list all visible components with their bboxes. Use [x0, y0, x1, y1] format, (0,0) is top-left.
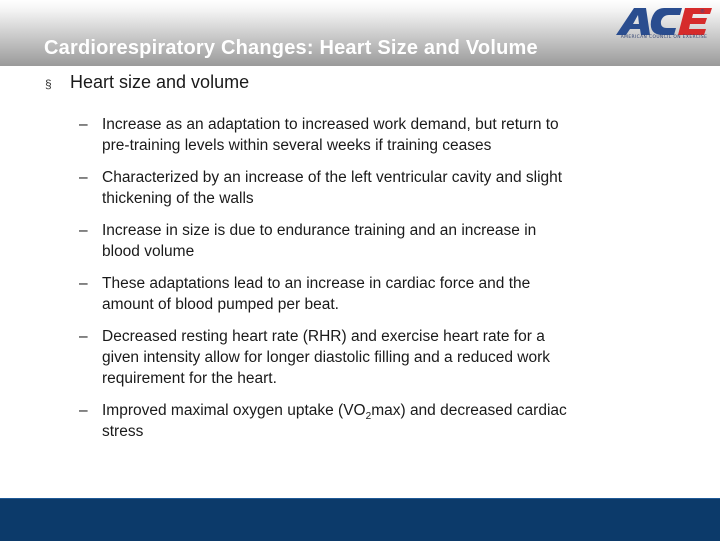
slide-content — [45, 72, 605, 453]
slide-title: Cardiorespiratory Changes: Heart Size and Volume — [44, 37, 538, 59]
dash-marker: – — [79, 222, 88, 239]
sub-bullet-text — [102, 400, 572, 442]
sub-bullet-item — [79, 167, 605, 209]
sub-bullet-item — [79, 220, 605, 262]
slide-footer-bar — [0, 498, 720, 541]
svg-text:®: ® — [700, 9, 705, 15]
sub-bullet-list — [45, 114, 605, 442]
sub-bullet-item — [79, 400, 605, 442]
sub-bullet-text: Decreased resting heart rate (RHR) and exercise heart rate for a given intensity allow for longer diastolic filling and a reduced work requirement for the heart. — [102, 328, 551, 387]
dash-marker: – — [79, 116, 88, 133]
sub-bullet-text: Increase as an adaptation to increased work demand, but return to pre-training levels within several weeks if training ceases — [102, 116, 559, 154]
main-bullet — [45, 72, 605, 100]
sub-bullet-item — [79, 273, 605, 315]
sub-bullet-text: These adaptations lead to an increase in cardiac force and the amount of blood pumped per beat. — [102, 275, 531, 313]
dash-marker: – — [79, 169, 88, 186]
sub-bullet-text: Increase in size is due to endurance training and an increase in blood volume — [102, 222, 537, 260]
subscript-2: 2 — [365, 411, 372, 423]
dash-marker: – — [79, 328, 88, 345]
sub-bullet-item — [79, 114, 605, 156]
sub-bullet-item — [79, 326, 605, 389]
sub-bullet-text: Characterized by an increase of the left ventricular cavity and slight thickening of the walls — [102, 169, 563, 207]
main-bullet-label: Heart size and volume — [70, 72, 250, 92]
ace-logo-tagline: AMERICAN COUNCIL ON EXERCISE — [620, 35, 708, 40]
text-before-subscript: Improved maximal oxygen uptake (VO — [102, 402, 366, 419]
square-bullet-icon: § — [45, 77, 52, 91]
text-after-subscript: max) and decreased cardiac stress — [102, 402, 567, 440]
slide-header — [0, 0, 720, 66]
dash-marker: – — [79, 275, 88, 292]
dash-marker: – — [79, 402, 88, 419]
ace-logo — [612, 4, 716, 64]
